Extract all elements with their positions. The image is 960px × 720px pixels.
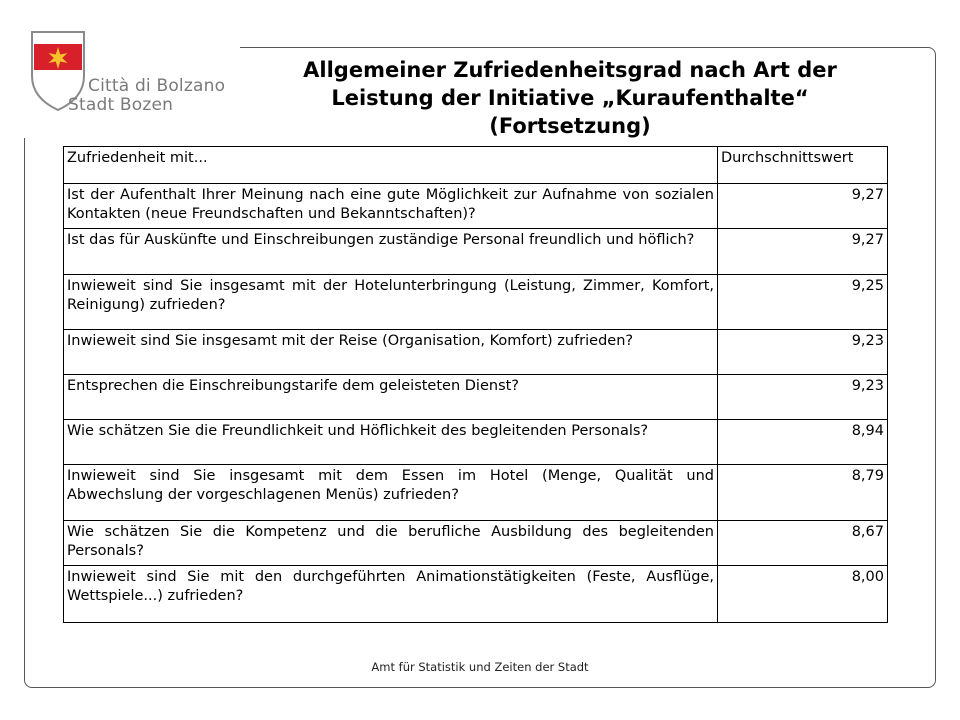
question-cell: Inwieweit sind Sie insgesamt mit der Hotelunterbringung (Leistung, Zimmer, Komfort, Reinigung) zufrieden?	[64, 275, 718, 330]
value-cell: 9,23	[718, 375, 888, 420]
footer-office: Amt für Statistik und Zeiten der Stadt	[371, 660, 589, 674]
page-title	[250, 56, 890, 140]
value-cell: 9,23	[718, 330, 888, 375]
question-cell: Inwieweit sind Sie insgesamt mit dem Essen im Hotel (Menge, Qualität und Abwechslung der vorgeschlagenen Menüs) zufrieden?	[64, 465, 718, 521]
table-header-row	[64, 147, 888, 184]
value-cell: 8,00	[718, 566, 888, 623]
city-logo	[28, 28, 226, 118]
satisfaction-table	[63, 146, 888, 623]
logo-text-german: Stadt Bozen	[68, 95, 174, 115]
table-row	[64, 275, 888, 330]
value-cell: 9,27	[718, 229, 888, 275]
table-row	[64, 465, 888, 521]
table-row	[64, 184, 888, 229]
header-question: Zufriedenheit mit...	[64, 147, 718, 184]
title-line-2: Leistung der Initiative „Kuraufenthalte“	[331, 86, 809, 110]
table-row	[64, 420, 888, 465]
logo-text-italian: Città di Bolzano	[88, 76, 226, 96]
value-cell: 8,79	[718, 465, 888, 521]
title-line-3: (Fortsetzung)	[489, 114, 651, 138]
question-cell: Inwieweit sind Sie insgesamt mit der Reise (Organisation, Komfort) zufrieden?	[64, 330, 718, 375]
table-row	[64, 330, 888, 375]
table-row	[64, 566, 888, 623]
question-cell: Entsprechen die Einschreibungstarife dem geleisteten Dienst?	[64, 375, 718, 420]
value-cell: 9,27	[718, 184, 888, 229]
question-cell: Ist das für Auskünfte und Einschreibungen zuständige Personal freundlich und höflich?	[64, 229, 718, 275]
question-cell: Wie schätzen Sie die Freundlichkeit und Höflichkeit des begleitenden Personals?	[64, 420, 718, 465]
value-cell: 9,25	[718, 275, 888, 330]
table-row	[64, 229, 888, 275]
header-average: Durchschnittswert	[718, 147, 888, 184]
value-cell: 8,67	[718, 521, 888, 566]
value-cell: 8,94	[718, 420, 888, 465]
question-cell: Wie schätzen Sie die Kompetenz und die berufliche Ausbildung des begleitenden Personals?	[64, 521, 718, 566]
table-row	[64, 521, 888, 566]
title-line-1: Allgemeiner Zufriedenheitsgrad nach Art der	[303, 58, 837, 82]
table-row	[64, 375, 888, 420]
question-cell: Inwieweit sind Sie mit den durchgeführten Animationstätigkeiten (Feste, Ausflüge, Wettspiele...) zufrieden?	[64, 566, 718, 623]
question-cell: Ist der Aufenthalt Ihrer Meinung nach eine gute Möglichkeit zur Aufnahme von sozialen Kontakten (neue Freundschaften und Bekanntschaften)?	[64, 184, 718, 229]
